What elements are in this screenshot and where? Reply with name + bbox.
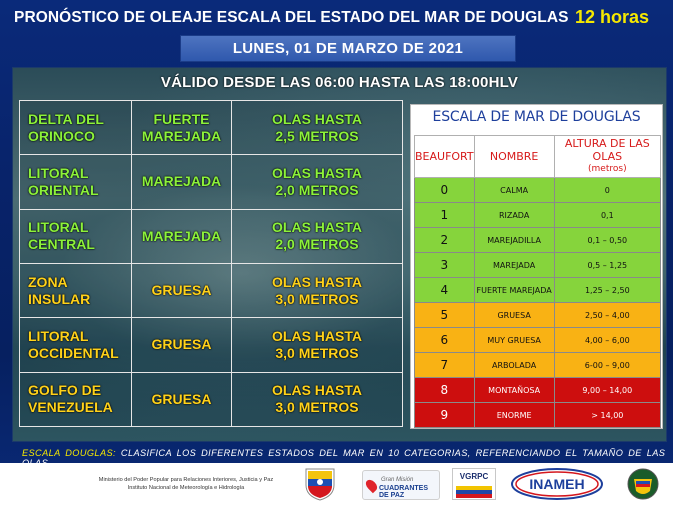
- forecast-row: [20, 101, 403, 155]
- state-cell: [132, 101, 232, 155]
- forecast-row: [20, 209, 403, 263]
- scale-row: [415, 328, 661, 353]
- zone-cell-line: GOLFO DE: [28, 382, 102, 399]
- waves-cell-line: OLAS HASTA: [272, 273, 362, 290]
- scale-name-cell: CALMA: [474, 178, 554, 203]
- zone-cell: [20, 155, 132, 209]
- gmcp-line1: Gran Misión: [381, 477, 414, 483]
- scale-row: [415, 178, 661, 203]
- header-height: [554, 136, 660, 178]
- scale-beaufort-cell: 8: [415, 378, 475, 403]
- scale-row: [415, 378, 661, 403]
- scale-beaufort-cell: 2: [415, 228, 475, 253]
- scale-row: [415, 403, 661, 428]
- state-cell-line: MAREJADA: [141, 127, 222, 144]
- waves-cell-line: OLAS HASTA: [272, 219, 362, 236]
- state-cell-line: FUERTE: [153, 110, 210, 127]
- state-cell: [132, 372, 232, 426]
- waves-cell-line: 2,0 METROS: [275, 181, 359, 198]
- zone-cell-line: OCCIDENTAL: [28, 344, 119, 361]
- scale-name-cell: MONTAÑOSA: [474, 378, 554, 403]
- vgrpc-logo: [452, 468, 496, 500]
- gmcp-line2: CUADRANTES DE PAZ: [379, 485, 428, 499]
- waves-cell-line: OLAS HASTA: [272, 164, 362, 181]
- scale-name-cell: GRUESA: [474, 303, 554, 328]
- scale-name-cell: FUERTE MAREJADA: [474, 278, 554, 303]
- forecast-row: [20, 318, 403, 372]
- waves-cell: [232, 155, 403, 209]
- waves-cell: [232, 318, 403, 372]
- scale-beaufort-cell: 6: [415, 328, 475, 353]
- header-height-unit: (metros): [588, 164, 627, 174]
- zone-cell-line: ORINOCO: [28, 127, 95, 144]
- waves-cell: [232, 209, 403, 263]
- waves-cell-line: OLAS HASTA: [272, 382, 362, 399]
- state-cell-line: GRUESA: [151, 282, 212, 299]
- state-cell-line: MAREJADA: [141, 173, 222, 190]
- scale-name-cell: RIZADA: [474, 203, 554, 228]
- header-beaufort: BEAUFORT: [415, 136, 475, 178]
- forecast-row: [20, 263, 403, 317]
- douglas-scale-panel: [410, 104, 663, 429]
- scale-row: [415, 253, 661, 278]
- scale-name-cell: MAREJADILLA: [474, 228, 554, 253]
- zone-cell: [20, 318, 132, 372]
- scale-name-cell: ARBOLADA: [474, 353, 554, 378]
- cuadrantes-de-paz-logo: [362, 470, 440, 500]
- waves-cell: [232, 372, 403, 426]
- scale-name-cell: MUY GRUESA: [474, 328, 554, 353]
- waves-cell-line: OLAS HASTA: [272, 110, 362, 127]
- scale-row: [415, 278, 661, 303]
- forecast-panel: [12, 67, 667, 442]
- zone-cell-line: ZONA: [28, 273, 68, 290]
- state-cell: [132, 263, 232, 317]
- scale-height-cell: 0,5 – 1,25: [554, 253, 660, 278]
- state-cell-line: GRUESA: [151, 390, 212, 407]
- state-cell: [132, 209, 232, 263]
- vgrpc-label: VGRPC: [459, 472, 489, 481]
- ministry-line1: Ministerio del Poder Popular para Relaciones Interiores, Justicia y Paz: [98, 477, 274, 483]
- zone-cell-line: ORIENTAL: [28, 181, 99, 198]
- inameh-label: INAMEH: [529, 476, 585, 492]
- zone-cell: [20, 209, 132, 263]
- scale-beaufort-cell: 3: [415, 253, 475, 278]
- waves-cell: [232, 263, 403, 317]
- zone-cell: [20, 263, 132, 317]
- scale-row: [415, 303, 661, 328]
- zone-cell: [20, 101, 132, 155]
- ministry-line2: Instituto Nacional de Meteorología e Hidrología: [127, 484, 245, 491]
- scale-height-cell: 0,1 – 0,50: [554, 228, 660, 253]
- zone-cell-line: LITORAL: [28, 219, 89, 236]
- waves-cell: [232, 101, 403, 155]
- forecast-hours: 12 horas: [574, 7, 649, 27]
- state-cell: [132, 155, 232, 209]
- ministry-credit: [66, 477, 306, 492]
- inameh-logo: [510, 467, 604, 501]
- scale-height-cell: 0: [554, 178, 660, 203]
- scale-height-cell: 1,25 – 2,50: [554, 278, 660, 303]
- forecast-row: [20, 372, 403, 426]
- footer-note-lead: ESCALA DOUGLAS:: [22, 448, 116, 458]
- waves-cell-line: 3,0 METROS: [275, 399, 359, 416]
- header-name: NOMBRE: [474, 136, 554, 178]
- venezuela-shield-logo: [300, 467, 340, 501]
- scale-height-cell: 0,1: [554, 203, 660, 228]
- zone-cell-line: DELTA DEL: [28, 110, 104, 127]
- zone-cell-line: LITORAL: [28, 327, 89, 344]
- scale-beaufort-cell: 7: [415, 353, 475, 378]
- scale-beaufort-cell: 9: [415, 403, 475, 428]
- scale-name-cell: ENORME: [474, 403, 554, 428]
- date-label: LUNES, 01 DE MARZO DE 2021: [232, 40, 464, 57]
- validity-line: VÁLIDO DESDE LAS 06:00 HASTA LAS 18:00HLV: [160, 74, 519, 91]
- state-cell-line: MAREJADA: [141, 227, 222, 244]
- scale-height-cell: 9,00 – 14,00: [554, 378, 660, 403]
- zone-cell-line: INSULAR: [28, 290, 91, 307]
- waves-cell-line: OLAS HASTA: [272, 327, 362, 344]
- waves-cell-line: 3,0 METROS: [275, 290, 359, 307]
- scale-height-cell: 4,00 – 6,00: [554, 328, 660, 353]
- scale-title: ESCALA DE MAR DE DOUGLAS: [432, 109, 641, 125]
- scale-beaufort-cell: 4: [415, 278, 475, 303]
- scale-row: [415, 228, 661, 253]
- scale-height-cell: 6-00 – 9,00: [554, 353, 660, 378]
- zone-cell-line: CENTRAL: [28, 236, 95, 253]
- scale-name-cell: MAREJADA: [474, 253, 554, 278]
- zone-cell: [20, 372, 132, 426]
- zone-cell-line: VENEZUELA: [28, 399, 113, 416]
- waves-cell-line: 2,0 METROS: [275, 236, 359, 253]
- scale-header-row: [415, 136, 661, 178]
- date-banner: [180, 35, 516, 62]
- scale-beaufort-cell: 1: [415, 203, 475, 228]
- douglas-scale-table: [414, 135, 661, 428]
- waves-cell-line: 3,0 METROS: [275, 344, 359, 361]
- forecast-table: [19, 100, 403, 427]
- map-pin-icon: [364, 478, 380, 494]
- forecast-row: [20, 155, 403, 209]
- guard-emblem-logo: [626, 467, 660, 501]
- footer-note-text: CLASIFICA LOS DIFERENTES ESTADOS DEL MAR EN 10 CATEGORIAS, REFERENCIANDO EL TAMAÑO DE LAS: [120, 448, 666, 458]
- header-height-label: ALTURA DE LAS OLAS: [564, 137, 650, 163]
- waves-cell-line: 2,5 METROS: [275, 127, 359, 144]
- state-cell: [132, 318, 232, 372]
- scale-height-cell: > 14,00: [554, 403, 660, 428]
- scale-row: [415, 203, 661, 228]
- scale-height-cell: 2,50 – 4,00: [554, 303, 660, 328]
- header-title: PRONÓSTICO DE OLEAJE ESCALA DEL ESTADO DEL MAR DE DOUGLAS: [14, 9, 569, 26]
- scale-beaufort-cell: 5: [415, 303, 475, 328]
- scale-row: [415, 353, 661, 378]
- scale-beaufort-cell: 0: [415, 178, 475, 203]
- zone-cell-line: LITORAL: [28, 164, 89, 181]
- state-cell-line: GRUESA: [151, 336, 212, 353]
